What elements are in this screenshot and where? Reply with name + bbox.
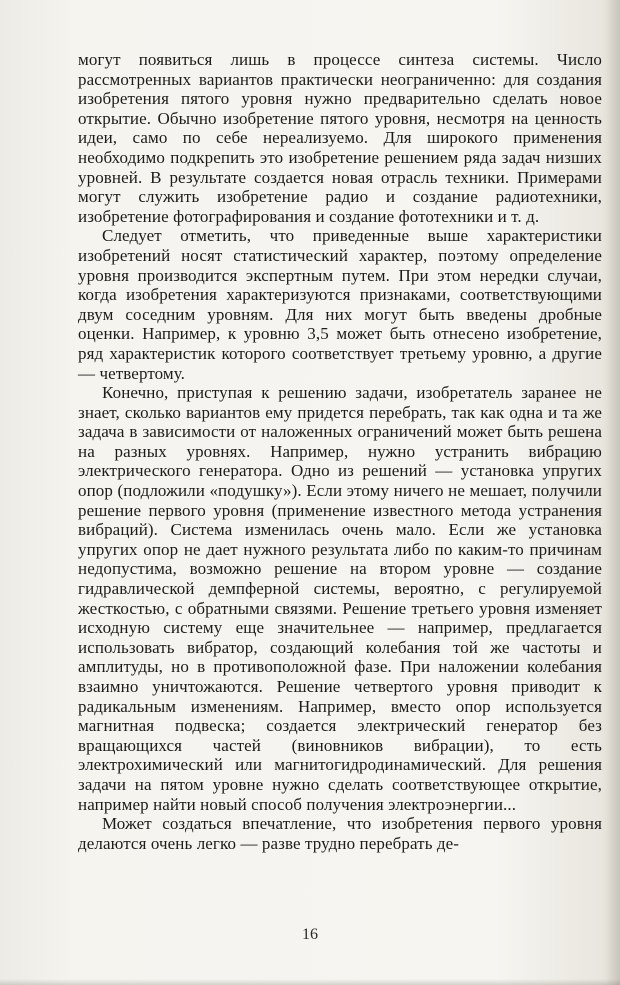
paragraph-continuation: могут появиться лишь в процессе синтеза системы. Число рассмотренных вариантов практически неограниченно: для создания изобретения пятого уровня нужно предварительно сделать новое открытие. Обычно изобретение пятого уровня, несмотря на ценность идеи, само по себе нереализуемо. Для широкого применения необходимо подкрепить это изобретение решением ряда задач низших уровней. В результате создается новая отрасль техники. Примерами могут служить изобретение радио и создание радиотехники, изобретение фотографирования и создание фототехники и т. д.: [78, 50, 602, 226]
page-edge-shadow: [606, 0, 620, 985]
paragraph-vibration-example: Конечно, приступая к решению задачи, изобретатель заранее не знает, сколько вариантов ему придется перебрать, так как одна и та же задача в зависимости от наложенных ограничений может быть решена на разных уровнях. Например, нужно устранить вибрацию электрического генератора. Одно из решений — установка упругих опор (подложили «подушку»). Если этому ничего не мешает, получили решение первого уровня (применение известного метода устранения вибраций). Система изменилась очень мало. Если же установка упругих опор не дает нужного результата либо по каким-то причинам недопустима, возможно решение на втором уровне — создание гидравлической демпферной системы, вероятно, с регулируемой жесткостью, с обратными связями. Решение третьего уровня изменяет исходную систему еще значительнее — например, предлагается использовать вибратор, создающий колебания той же частоты и амплитуды, но в противоположной фазе. При наложении колебания взаимно уничтожаются. Решение четвертого уровня приводит к радикальным изменениям. Например, вместо опор используется магнитная подвеска; создается электрический генератор без вращающихся частей (виновников вибрации), то есть электрохимический или магнитогидродинамический. Для решения задачи на пятом уровне нужно сделать соответствующее открытие, например найти новый способ получения электроэнергии...: [78, 383, 602, 814]
paragraph-statistical-character: Следует отметить, что приведенные выше характеристики изобретений носят статистический характер, поэтому определение уровня производится экспертным путем. При этом нередки случаи, когда изобретения характеризуются признаками, соответствующими двум соседним уровням. Для них могут быть введены дробные оценки. Например, к уровню 3,5 может быть отнесено изобретение, ряд характеристик которого соответствует третьему уровню, а другие — четвертому.: [78, 226, 602, 383]
page-bottom-edge: [0, 979, 620, 985]
body-text: [78, 50, 602, 853]
page-number: 16: [302, 926, 318, 943]
paragraph-first-level-impression: Может создаться впечатление, что изобретения первого уровня делаются очень легко — разве трудно перебрать де-: [78, 814, 602, 853]
